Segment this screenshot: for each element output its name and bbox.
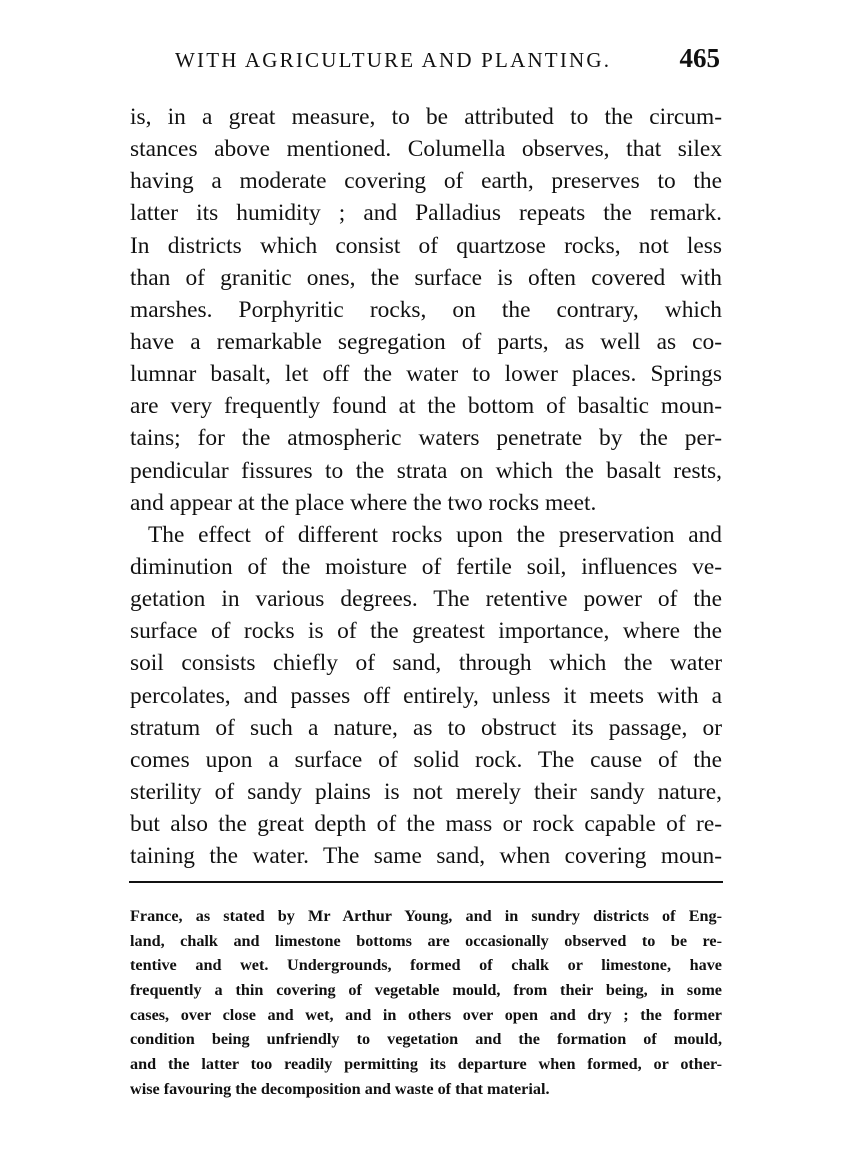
- paragraph-first-line: The effect of different rocks upon the preservation and: [148, 521, 722, 548]
- text-line: percolates, and passes off entirely, unless it meets with a: [130, 682, 722, 709]
- footnote-line: condition being unfriendly to vegetation and the formation of mould,: [130, 1030, 722, 1049]
- text-line: taining the water. The same sand, when covering moun-: [130, 843, 722, 870]
- text-line: lumnar basalt, let off the water to lower places. Springs: [130, 361, 722, 388]
- footnote: [130, 904, 722, 1102]
- footnote-line: frequently a thin covering of vegetable mould, from their being, in some: [130, 981, 722, 1000]
- text-line: pendicular fissures to the strata on which the basalt rests,: [130, 457, 722, 484]
- footnote-line: France, as stated by Mr Arthur Young, and in sundry districts of Eng-: [130, 907, 722, 925]
- text-line: stances above mentioned. Columella observes, that silex: [130, 136, 722, 163]
- text-line: diminution of the moisture of fertile soil, influences ve-: [130, 553, 722, 580]
- footnote-line: and the latter too readily permitting its departure when formed, or other-: [130, 1055, 722, 1074]
- footnote-line: tentive and wet. Undergrounds, formed of chalk or limestone, have: [130, 956, 722, 975]
- footnote-line: cases, over close and wet, and in others over open and dry ; the former: [130, 1005, 722, 1024]
- running-title: WITH AGRICULTURE AND PLANTING.: [175, 48, 612, 72]
- text-line: latter its humidity ; and Palladius repeats the remark.: [130, 200, 722, 227]
- text-line: are very frequently found at the bottom of basaltic moun-: [130, 393, 722, 420]
- footnote-line: land, chalk and limestone bottoms are occasionally observed to be re-: [130, 931, 722, 950]
- text-line: and appear at the place where the two rocks meet.: [130, 489, 597, 516]
- text-line: surface of rocks is of the greatest importance, where the: [130, 618, 722, 645]
- text-line: soil consists chiefly of sand, through which the water: [130, 650, 722, 677]
- text-line: In districts which consist of quartzose rocks, not less: [130, 232, 722, 259]
- main-text: [130, 101, 722, 872]
- text-line: is, in a great measure, to be attributed to the circum-: [130, 104, 722, 130]
- text-line: sterility of sandy plains is not merely their sandy nature,: [130, 778, 722, 805]
- text-line: tains; for the atmospheric waters penetrate by the per-: [130, 425, 722, 452]
- text-line: getation in various degrees. The retentive power of the: [130, 586, 722, 613]
- text-line: having a moderate covering of earth, preserves to the: [130, 168, 722, 195]
- page-number: 465: [679, 43, 720, 73]
- text-line: comes upon a surface of solid rock. The cause of the: [130, 746, 722, 773]
- footnote-line: wise favouring the decomposition and waste of that material.: [130, 1079, 550, 1098]
- running-header: [130, 44, 720, 78]
- text-line: marshes. Porphyritic rocks, on the contrary, which: [130, 296, 722, 323]
- text-line: than of granitic ones, the surface is often covered with: [130, 264, 722, 291]
- footnote-divider: [129, 881, 723, 883]
- text-line: have a remarkable segregation of parts, as well as co-: [130, 328, 722, 355]
- text-line: but also the great depth of the mass or rock capable of re-: [130, 811, 722, 838]
- text-line: stratum of such a nature, as to obstruct its passage, or: [130, 714, 722, 741]
